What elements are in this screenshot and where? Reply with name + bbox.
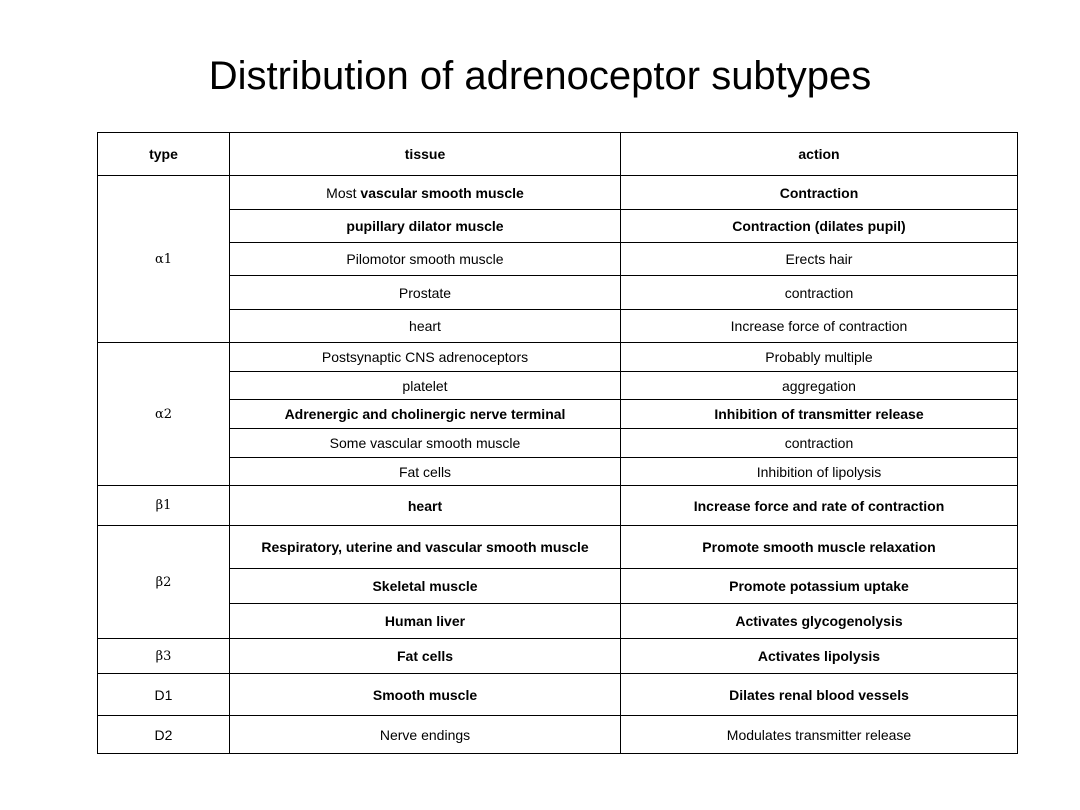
action-cell: contraction [621, 429, 1018, 458]
type-cell-d1: D1 [98, 674, 230, 716]
adrenoceptor-table [97, 132, 1018, 754]
table-row [98, 674, 1018, 716]
type-cell-beta3: β3 [98, 639, 230, 674]
action-cell: Activates glycogenolysis [621, 604, 1018, 639]
tissue-cell: Nerve endings [230, 716, 621, 754]
header-row [98, 133, 1018, 176]
tissue-cell: Pilomotor smooth muscle [230, 243, 621, 276]
tissue-cell: heart [230, 310, 621, 343]
action-cell: Erects hair [621, 243, 1018, 276]
action-cell: Increase force of contraction [621, 310, 1018, 343]
type-cell-beta2: β2 [98, 526, 230, 639]
table-row [98, 310, 1018, 343]
action-cell: contraction [621, 276, 1018, 310]
action-cell: Contraction (dilates pupil) [621, 210, 1018, 243]
header-tissue: tissue [230, 133, 621, 176]
tissue-cell: Skeletal muscle [230, 569, 621, 604]
header-type: type [98, 133, 230, 176]
tissue-cell: platelet [230, 372, 621, 400]
table-row [98, 716, 1018, 754]
action-cell: Dilates renal blood vessels [621, 674, 1018, 716]
table-row [98, 400, 1018, 429]
action-cell: Contraction [621, 176, 1018, 210]
table-row [98, 486, 1018, 526]
table-row [98, 276, 1018, 310]
tissue-cell: Postsynaptic CNS adrenoceptors [230, 343, 621, 372]
tissue-cell: Fat cells [230, 639, 621, 674]
type-cell-alpha1: α1 [98, 176, 230, 343]
header-action: action [621, 133, 1018, 176]
tissue-cell: Smooth muscle [230, 674, 621, 716]
tissue-cell: pupillary dilator muscle [230, 210, 621, 243]
action-cell: Activates lipolysis [621, 639, 1018, 674]
tissue-bold: vascular smooth muscle [360, 184, 524, 201]
action-cell: Modulates transmitter release [621, 716, 1018, 754]
tissue-cell: Fat cells [230, 458, 621, 486]
action-cell: Promote potassium uptake [621, 569, 1018, 604]
tissue-cell: Some vascular smooth muscle [230, 429, 621, 458]
table-row [98, 458, 1018, 486]
table-row [98, 243, 1018, 276]
table-row [98, 343, 1018, 372]
table-row [98, 639, 1018, 674]
tissue-cell: Human liver [230, 604, 621, 639]
action-cell: Inhibition of lipolysis [621, 458, 1018, 486]
type-cell-beta1: β1 [98, 486, 230, 526]
tissue-cell: Adrenergic and cholinergic nerve terminal [230, 400, 621, 429]
table-row [98, 176, 1018, 210]
tissue-prefix: Most [326, 184, 361, 201]
type-cell-d2: D2 [98, 716, 230, 754]
table-row [98, 569, 1018, 604]
action-cell: aggregation [621, 372, 1018, 400]
action-cell: Inhibition of transmitter release [621, 400, 1018, 429]
table-row [98, 526, 1018, 569]
tissue-cell: heart [230, 486, 621, 526]
table-row [98, 429, 1018, 458]
tissue-cell: Respiratory, uterine and vascular smooth muscle [230, 526, 621, 569]
type-cell-alpha2: α2 [98, 343, 230, 486]
page-title: Distribution of adrenoceptor subtypes [208, 54, 872, 98]
tissue-cell [230, 176, 621, 210]
action-cell: Increase force and rate of contraction [621, 486, 1018, 526]
action-cell: Probably multiple [621, 343, 1018, 372]
table-row [98, 210, 1018, 243]
action-cell: Promote smooth muscle relaxation [621, 526, 1018, 569]
tissue-cell: Prostate [230, 276, 621, 310]
table-row [98, 604, 1018, 639]
table-row [98, 372, 1018, 400]
